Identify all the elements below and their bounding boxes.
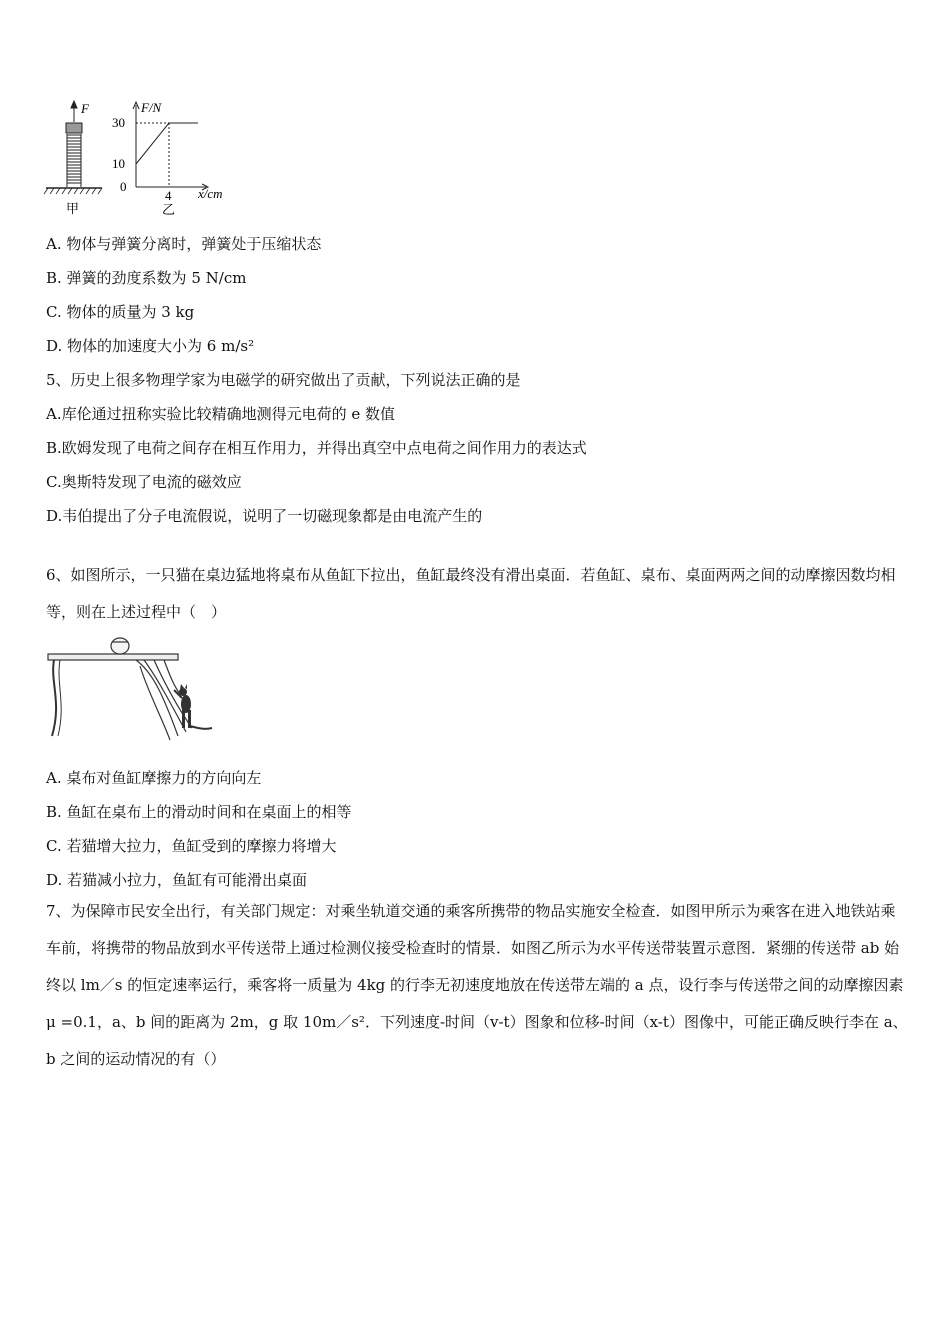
caption-yi: 乙 <box>162 202 176 217</box>
caption-jia: 甲 <box>66 201 80 216</box>
q6-option-d: D. 若猫减小拉力，鱼缸有可能滑出桌面 <box>46 871 308 889</box>
tick-0: 0 <box>120 179 127 194</box>
graph-x-label: x/cm <box>198 186 223 201</box>
tick-4: 4 <box>165 188 172 203</box>
spring-apparatus <box>44 101 102 194</box>
spring-graph-diagram <box>40 96 240 221</box>
q6-option-c: C. 若猫增大拉力，鱼缸受到的摩擦力将增大 <box>46 837 337 855</box>
q5-option-c: C.奥斯特发现了电流的磁效应 <box>46 473 242 491</box>
cat-tablecloth-illustration <box>44 632 216 744</box>
q5-stem: 5、历史上很多物理学家为电磁学的研究做出了贡献，下列说法正确的是 <box>46 371 521 389</box>
q4-option-c: C. 物体的质量为 3 kg <box>46 303 195 321</box>
q4-option-d: D. 物体的加速度大小为 6 m/s² <box>46 337 255 355</box>
graph-y-label: F/N <box>141 100 162 115</box>
q7-stem: 7、为保障市民安全出行，有关部门规定：对乘坐轨道交通的乘客所携带的物品实施安全检查．如图甲所示为乘客在进入地铁站乘车前，将携带的物品放到水平传送带上通过检测仪接受检查时的情景．如图乙所示为水平传送带装置示意图．紧绷的传送带 ab 始终以 lm／s 的恒定速率运行，乘客将一质量为 4kg 的行李无初速度地放在传送带左端的 a 点，设行李与传送带之间的动摩擦因素 μ =0.1，a、b 间的距离为 2m，g 取 10m／s²．下列速度-时间（v-t）图象和位移-时间（x-t）图像中，可能正确反映行李在 a、b 之间的运动情况的有（） <box>46 902 908 1068</box>
q6-option-b: B. 鱼缸在桌布上的滑动时间和在桌面上的相等 <box>46 803 352 821</box>
cat-table-figure <box>44 632 216 744</box>
force-displacement-graph <box>133 102 208 190</box>
q6-stem: 6、如图所示，一只猫在桌边猛地将桌布从鱼缸下拉出，鱼缸最终没有滑出桌面．若鱼缸、桌布、桌面两两之间的动摩擦因数均相等，则在上述过程中（ ） <box>46 566 896 621</box>
tick-30: 30 <box>112 115 125 130</box>
spring-force-label: F <box>81 101 89 116</box>
q6-option-a: A. 桌布对鱼缸摩擦力的方向向左 <box>46 769 262 787</box>
tick-10: 10 <box>112 156 125 171</box>
cat-shape <box>174 684 212 729</box>
q4-option-a: A. 物体与弹簧分离时，弹簧处于压缩状态 <box>46 235 322 253</box>
q4-option-b: B. 弹簧的劲度系数为 5 N/cm <box>46 269 247 287</box>
spring-figure <box>40 96 240 221</box>
q5-option-d: D.韦伯提出了分子电流假说，说明了一切磁现象都是由电流产生的 <box>46 507 483 525</box>
q5-option-b: B.欧姆发现了电荷之间存在相互作用力，并得出真空中点电荷之间作用力的表达式 <box>46 439 587 457</box>
q5-option-a: A.库伦通过扭称实验比较精确地测得元电荷的 e 数值 <box>46 405 396 423</box>
